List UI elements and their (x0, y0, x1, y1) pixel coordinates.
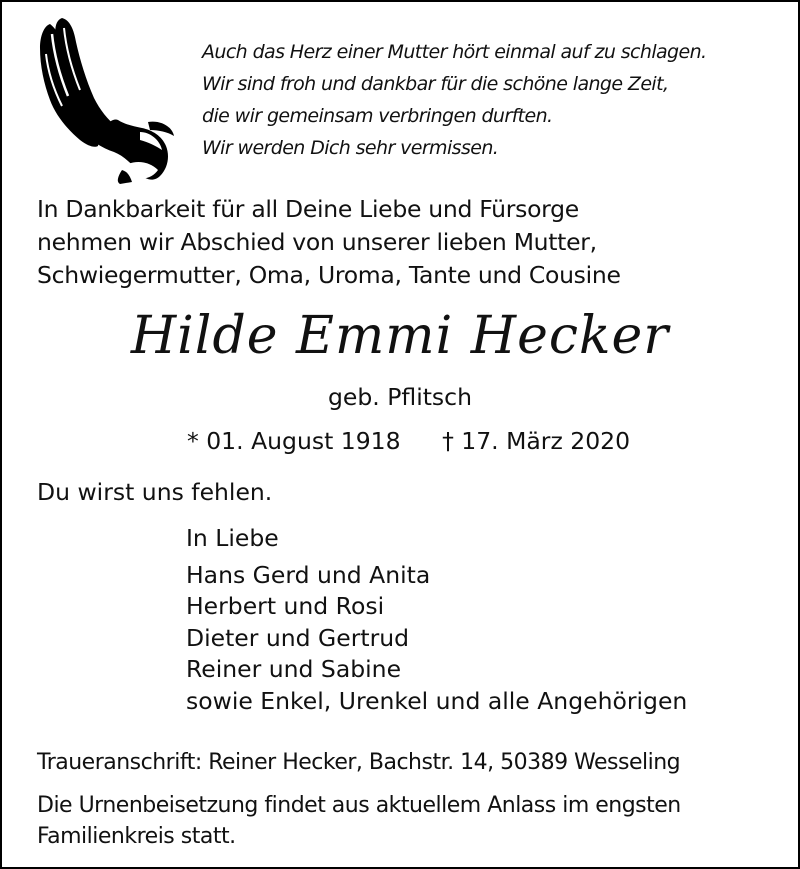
signature-intro: In Liebe (186, 524, 279, 552)
intro-line: Schwiegermutter, Oma, Uroma, Tante und Cousine (37, 261, 621, 289)
life-dates (187, 421, 630, 461)
burial-note: Die Urnenbeisetzung findet aus aktuellem Anlass im engsten Familienkreis statt. (37, 793, 681, 849)
deceased-name: Hilde Emmi Hecker (130, 306, 670, 366)
praying-hands-icon (28, 14, 178, 184)
signature-name: Reiner und Sabine (186, 655, 402, 683)
mourning-address: Traueranschrift: Reiner Hecker, Bachstr. 14, 50389 Wesseling (37, 750, 681, 775)
intro-line: nehmen wir Abschied von unserer lieben Mutter, (37, 228, 597, 256)
poem-line: Wir sind froh und dankbar für die schöne lange Zeit, (202, 73, 669, 95)
signatures (186, 523, 687, 717)
signature-name: Hans Gerd und Anita (186, 560, 431, 589)
intro-text (37, 193, 621, 292)
poem-line: Wir werden Dich sehr vermissen. (202, 137, 499, 159)
birth-name: geb. Pflitsch (327, 383, 472, 411)
intro-line: In Dankbarkeit für all Deine Liebe und Fürsorge (37, 195, 579, 223)
death-date: † 17. März 2020 (442, 427, 631, 455)
poem-line: Auch das Herz einer Mutter hört einmal auf zu schlagen. (202, 41, 707, 63)
signature-name: Herbert und Rosi (186, 592, 385, 620)
birth-date: * 01. August 1918 (187, 427, 401, 455)
poem-line: die wir gemeinsam verbringen durften. (202, 105, 553, 127)
farewell-text: Du wirst uns fehlen. (37, 478, 273, 506)
signature-name: Dieter und Gertrud (186, 623, 410, 652)
signature-name: sowie Enkel, Urenkel und alle Angehörigen (186, 686, 688, 715)
poem (202, 36, 707, 164)
